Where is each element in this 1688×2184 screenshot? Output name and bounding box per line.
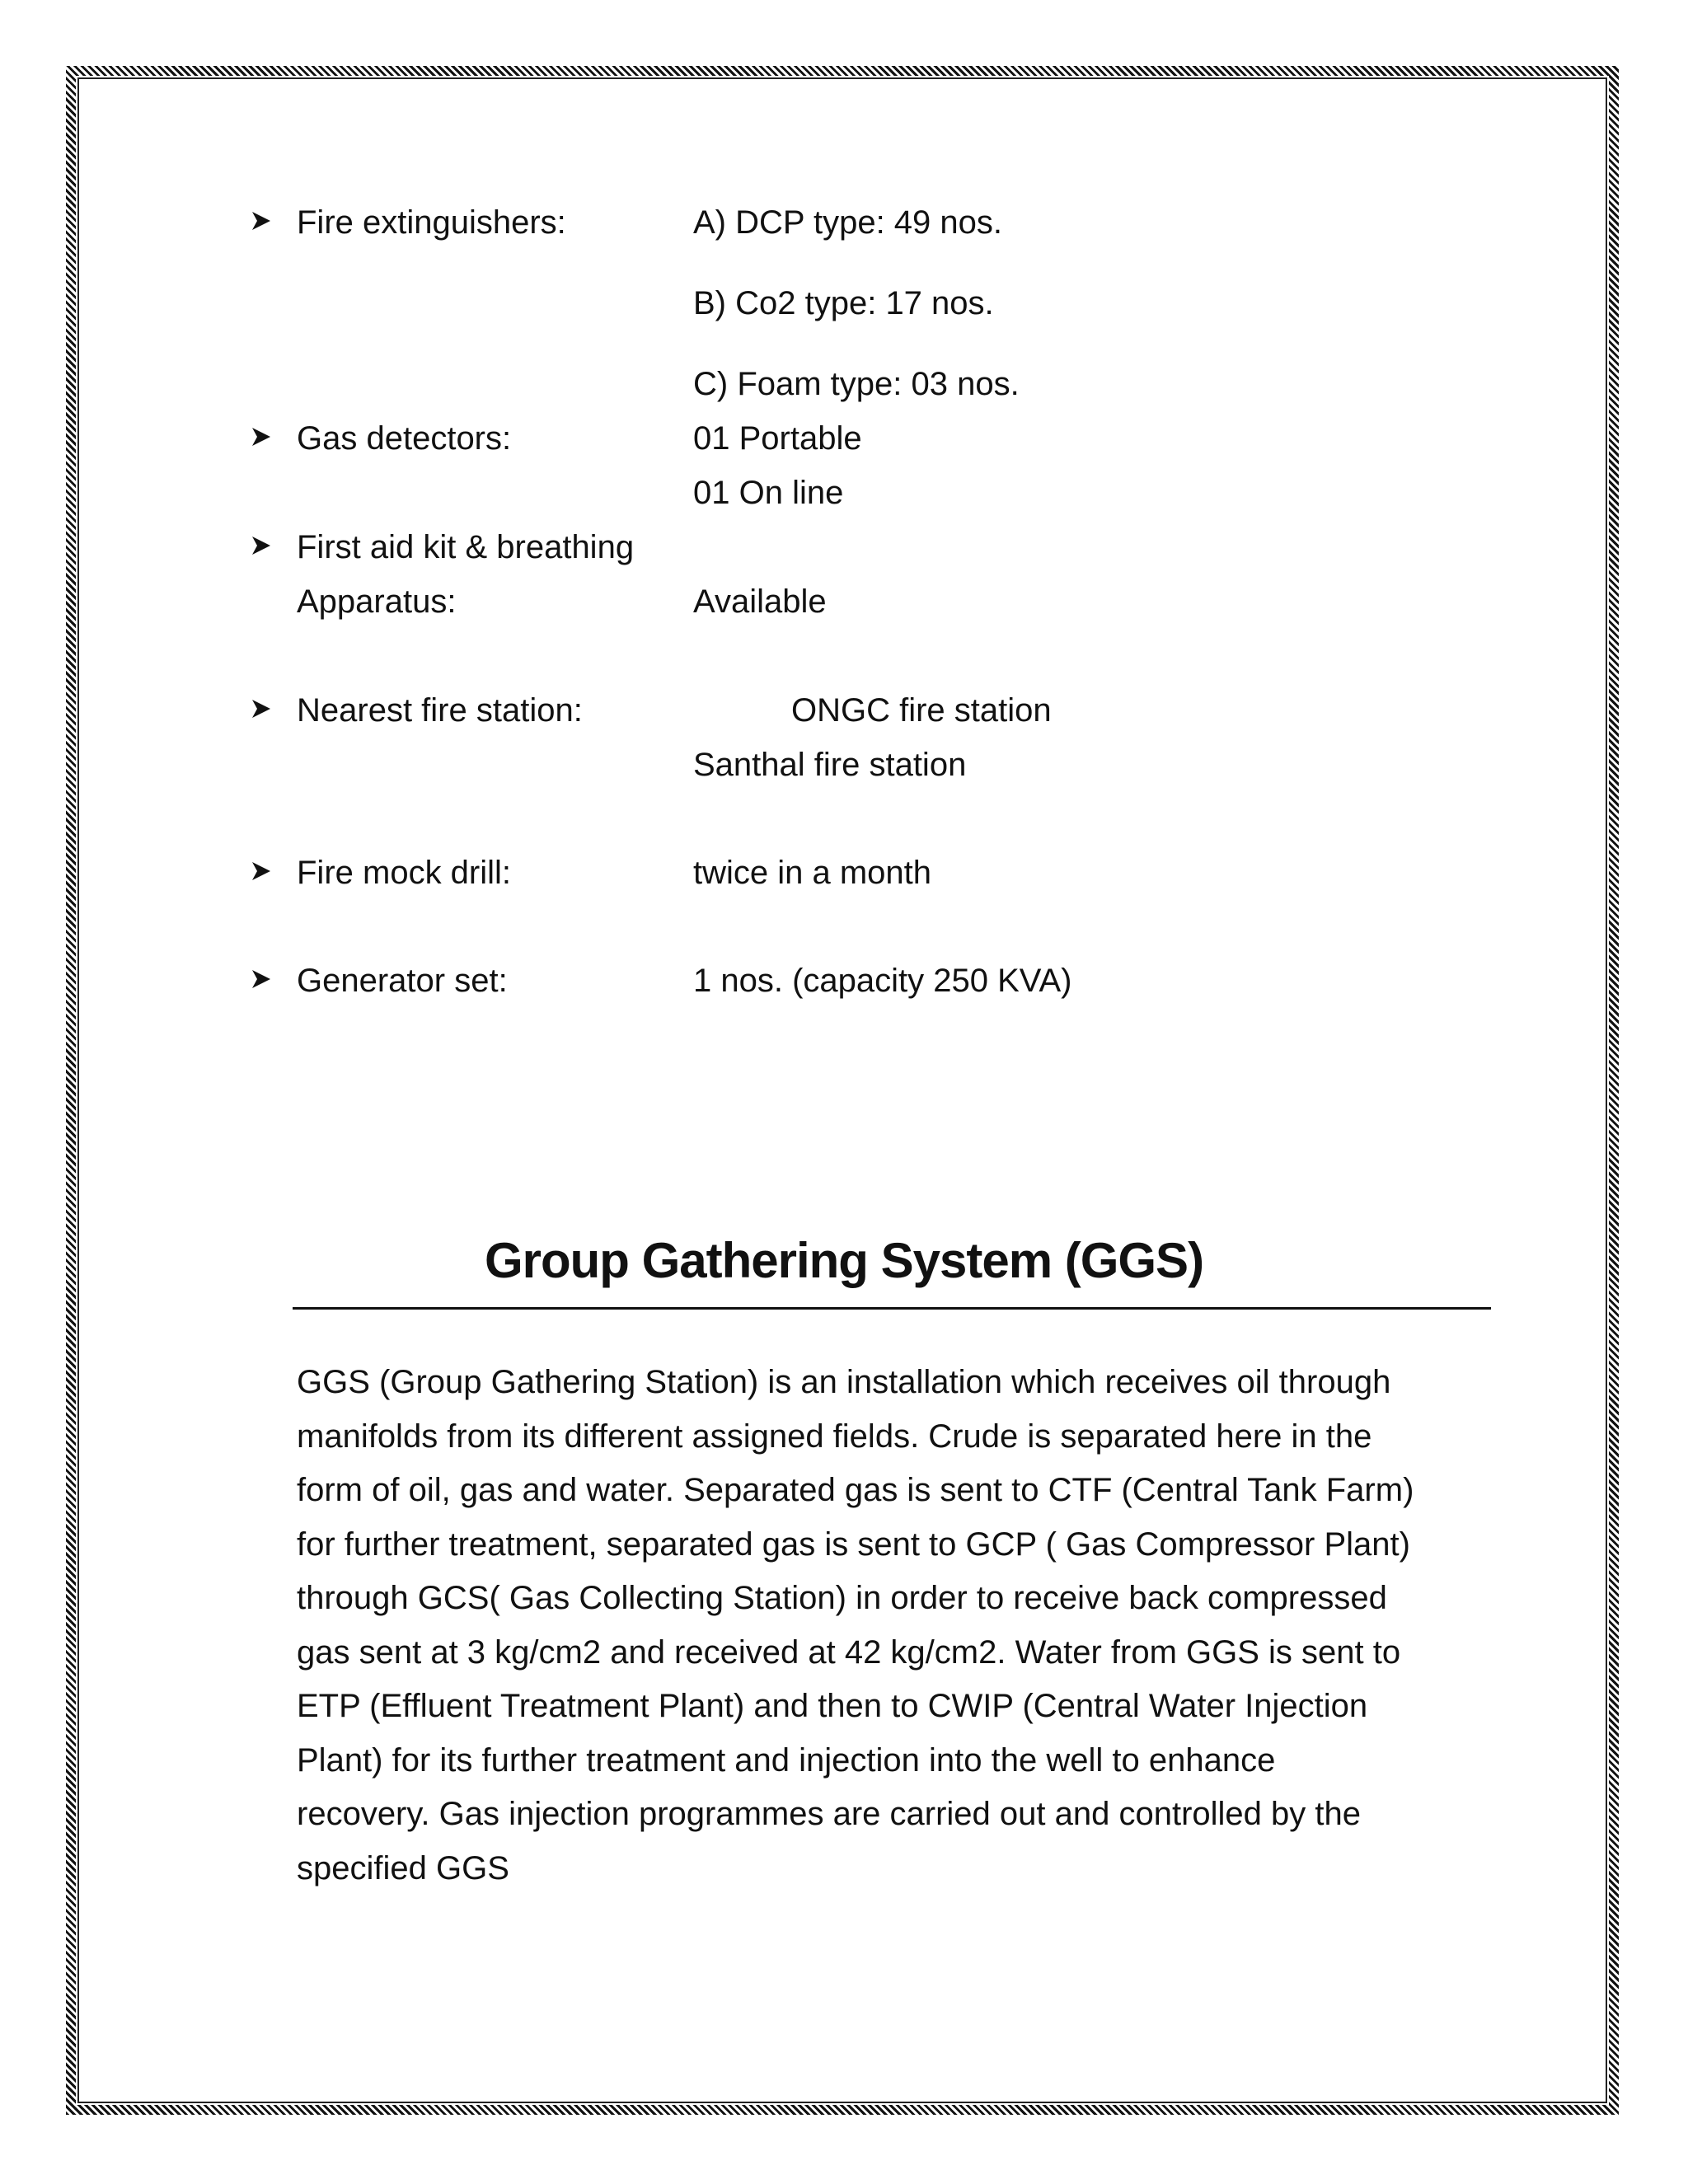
fire-extinguishers-label: Fire extinguishers: <box>297 204 566 241</box>
list-item-gas-detectors <box>0 418 1688 467</box>
body-line: recovery. Gas injection programmes are carried out and controlled by the <box>297 1796 1361 1832</box>
fire-extinguishers-dcp: A) DCP type: 49 nos. <box>693 204 1002 241</box>
body-line: through GCS( Gas Collecting Station) in order to receive back compressed <box>297 1580 1387 1616</box>
generator-value: 1 nos. (capacity 250 KVA) <box>693 963 1072 999</box>
body-line: Plant) for its further treatment and injection into the well to enhance <box>297 1741 1276 1779</box>
arrow-bullet-icon <box>249 424 274 449</box>
list-item-first-aid <box>0 527 1688 576</box>
gas-detectors-portable: 01 Portable <box>693 420 862 457</box>
list-item-continuation <box>0 581 1688 630</box>
fire-station-ongc: ONGC fire station <box>791 692 1052 729</box>
title-divider <box>293 1307 1491 1310</box>
list-item-continuation <box>0 363 1688 413</box>
list-item-generator <box>0 960 1688 1010</box>
arrow-bullet-icon <box>249 209 274 233</box>
body-paragraph <box>297 1356 1500 1896</box>
arrow-bullet-icon <box>249 696 274 721</box>
body-line: form of oil, gas and water. Separated gas is sent to CTF (Central Tank Farm) <box>297 1472 1414 1508</box>
first-aid-label-line1: First aid kit & breathing <box>297 529 635 565</box>
mock-drill-value: twice in a month <box>693 855 932 891</box>
list-item-fire-station <box>0 690 1688 739</box>
fire-station-santhal: Santhal fire station <box>693 747 967 783</box>
list-item-mock-drill <box>0 852 1688 902</box>
list-item-continuation <box>0 744 1688 794</box>
fire-station-label: Nearest fire station: <box>297 692 583 729</box>
arrow-bullet-icon <box>249 859 274 883</box>
fire-extinguishers-co2: B) Co2 type: 17 nos. <box>693 285 994 321</box>
fire-extinguishers-foam: C) Foam type: 03 nos. <box>693 366 1020 402</box>
list-item-continuation <box>0 472 1688 522</box>
first-aid-label-line2: Apparatus: <box>297 583 457 620</box>
list-item-continuation <box>0 283 1688 332</box>
body-line: specified GGS <box>297 1849 509 1886</box>
arrow-bullet-icon <box>249 967 274 991</box>
first-aid-value: Available <box>693 583 827 620</box>
generator-label: Generator set: <box>297 963 508 999</box>
body-line: ETP (Effluent Treatment Plant) and then to CWIP (Central Water Injection <box>297 1688 1368 1724</box>
body-line: GGS (Group Gathering Station) is an installation which receives oil through <box>297 1364 1391 1400</box>
body-line: manifolds from its different assigned fields. Crude is separated here in the <box>297 1418 1372 1455</box>
body-line: gas sent at 3 kg/cm2 and received at 42 kg/cm2. Water from GGS is sent to <box>297 1633 1401 1671</box>
mock-drill-label: Fire mock drill: <box>297 855 512 891</box>
list-item-fire-extinguishers <box>0 202 1688 251</box>
gas-detectors-online: 01 On line <box>693 475 844 511</box>
arrow-bullet-icon <box>249 533 274 558</box>
body-line: for further treatment, separated gas is sent to GCP ( Gas Compressor Plant) <box>297 1526 1410 1563</box>
gas-detectors-label: Gas detectors: <box>297 420 512 457</box>
section-title: Group Gathering System (GGS) <box>484 1233 1204 1288</box>
